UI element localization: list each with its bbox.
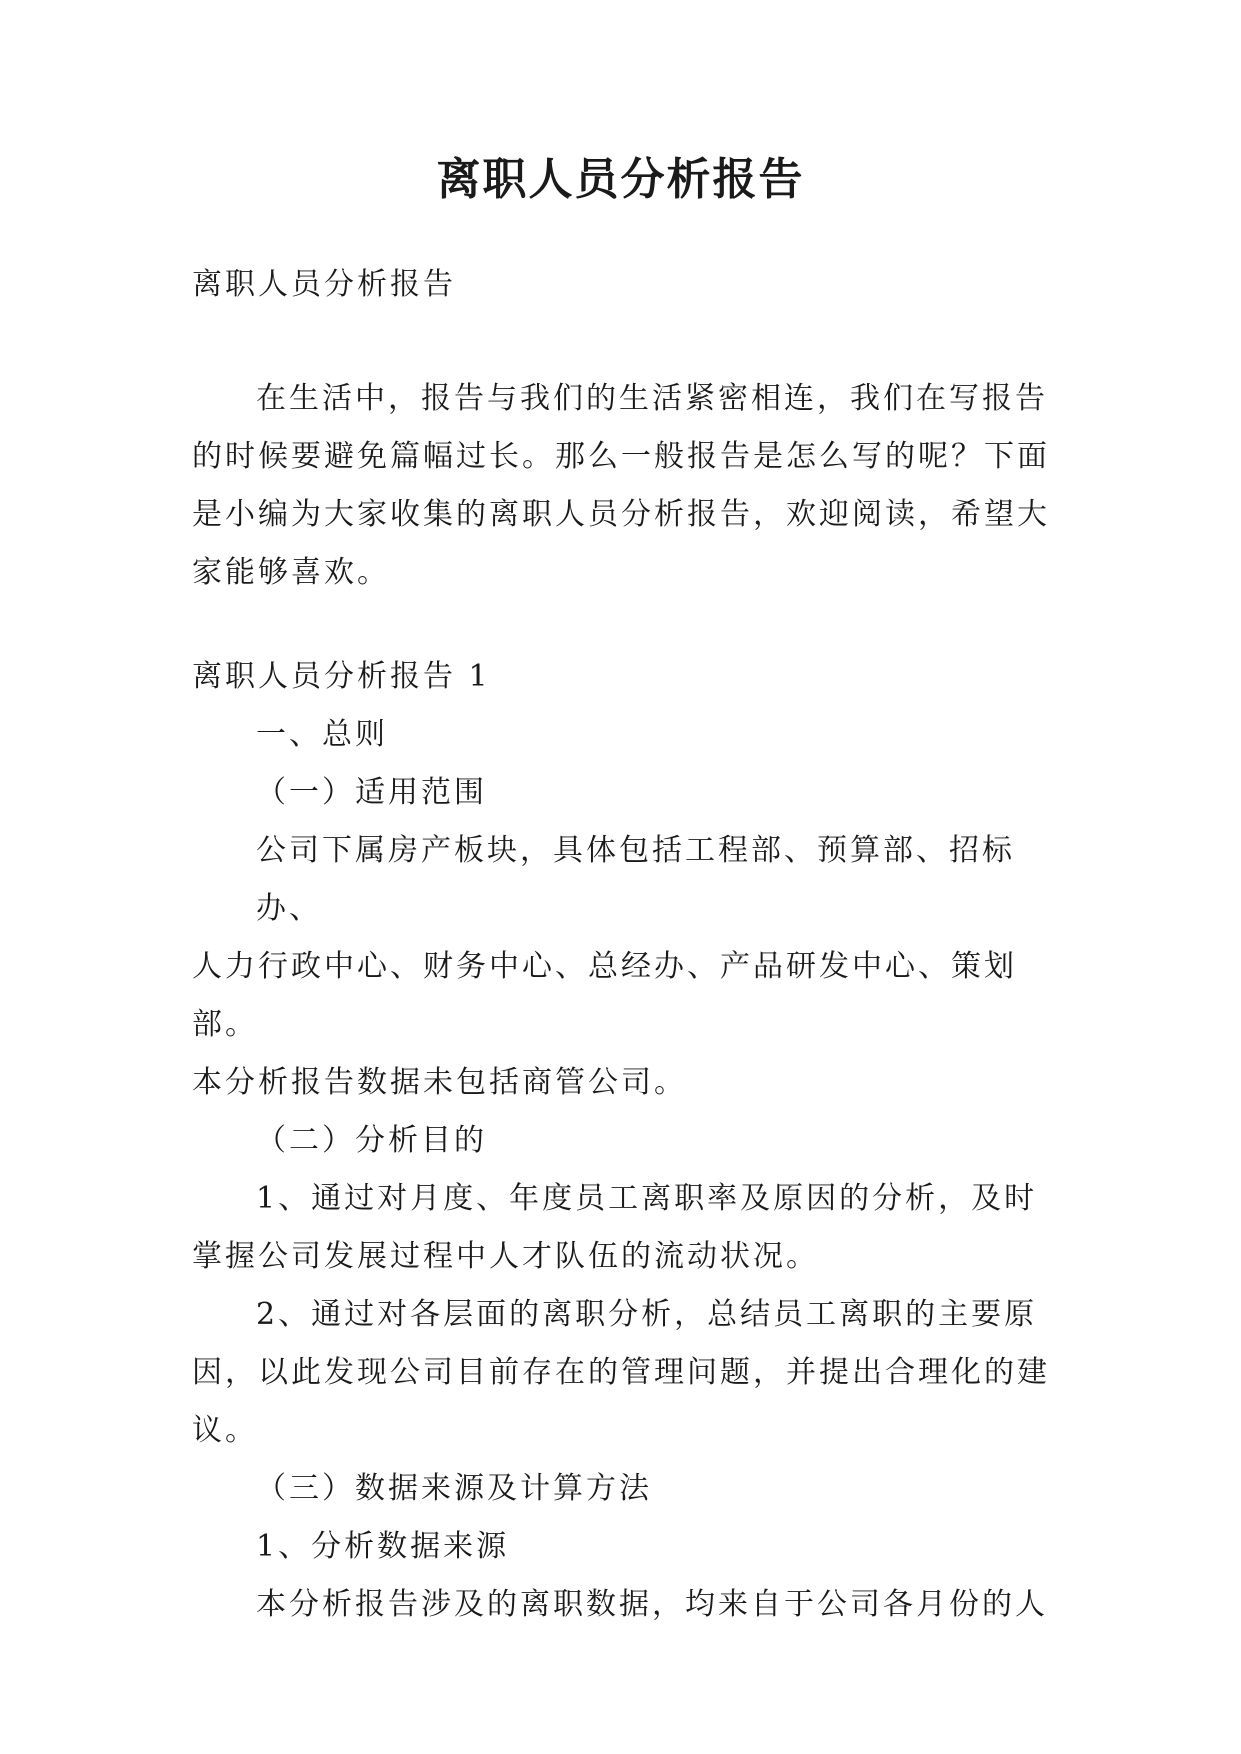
section-heading: 离职人员分析报告 1 [192,659,491,694]
purpose-line: 因，以此发现公司目前存在的管理问题，并提出合理化的建 [192,1355,1050,1390]
subtitle: 离职人员分析报告 [192,267,456,302]
intro-line: 在生活中，报告与我们的生活紧密相连，我们在写报告 [256,381,1048,416]
scope-line: 人力行政中心、财务中心、总经办、产品研发中心、策划部。 [192,949,1017,1042]
intro-line: 是小编为大家收集的离职人员分析报告，欢迎阅读，希望大 [192,497,1050,532]
intro-line: 的时候要避免篇幅过长。那么一般报告是怎么写的呢？下面 [192,439,1050,474]
purpose-heading: （二）分析目的 [256,1123,487,1158]
purpose-line: 议。 [192,1413,258,1448]
scope-heading: （一）适用范围 [256,775,487,810]
purpose-line: 掌握公司发展过程中人才队伍的流动状况。 [192,1239,819,1274]
intro-line: 家能够喜欢。 [192,555,390,590]
scope-line: 本分析报告数据未包括商管公司。 [192,1065,687,1100]
general-heading: 一、总则 [256,717,388,752]
scope-line: 公司下属房产板块，具体包括工程部、预算部、招标办、 [256,833,1015,926]
scope-paragraph [192,822,1052,1112]
purpose-line: 2、通过对各层面的离职分析，总结员工离职的主要原 [256,1297,1038,1332]
intro-paragraph [192,370,1052,602]
document-body [192,256,1052,1634]
data-line: 本分析报告涉及的离职数据，均来自于公司各月份的人 [256,1587,1048,1622]
purpose-line: 1、通过对月度、年度员工离职率及原因的分析，及时 [256,1181,1038,1216]
purpose-item-1 [192,1170,1052,1286]
data-heading: （三）数据来源及计算方法 [256,1471,652,1506]
data-sub-heading: 1、分析数据来源 [256,1529,510,1564]
purpose-item-2 [192,1286,1052,1460]
document-title: 离职人员分析报告 [436,154,805,205]
